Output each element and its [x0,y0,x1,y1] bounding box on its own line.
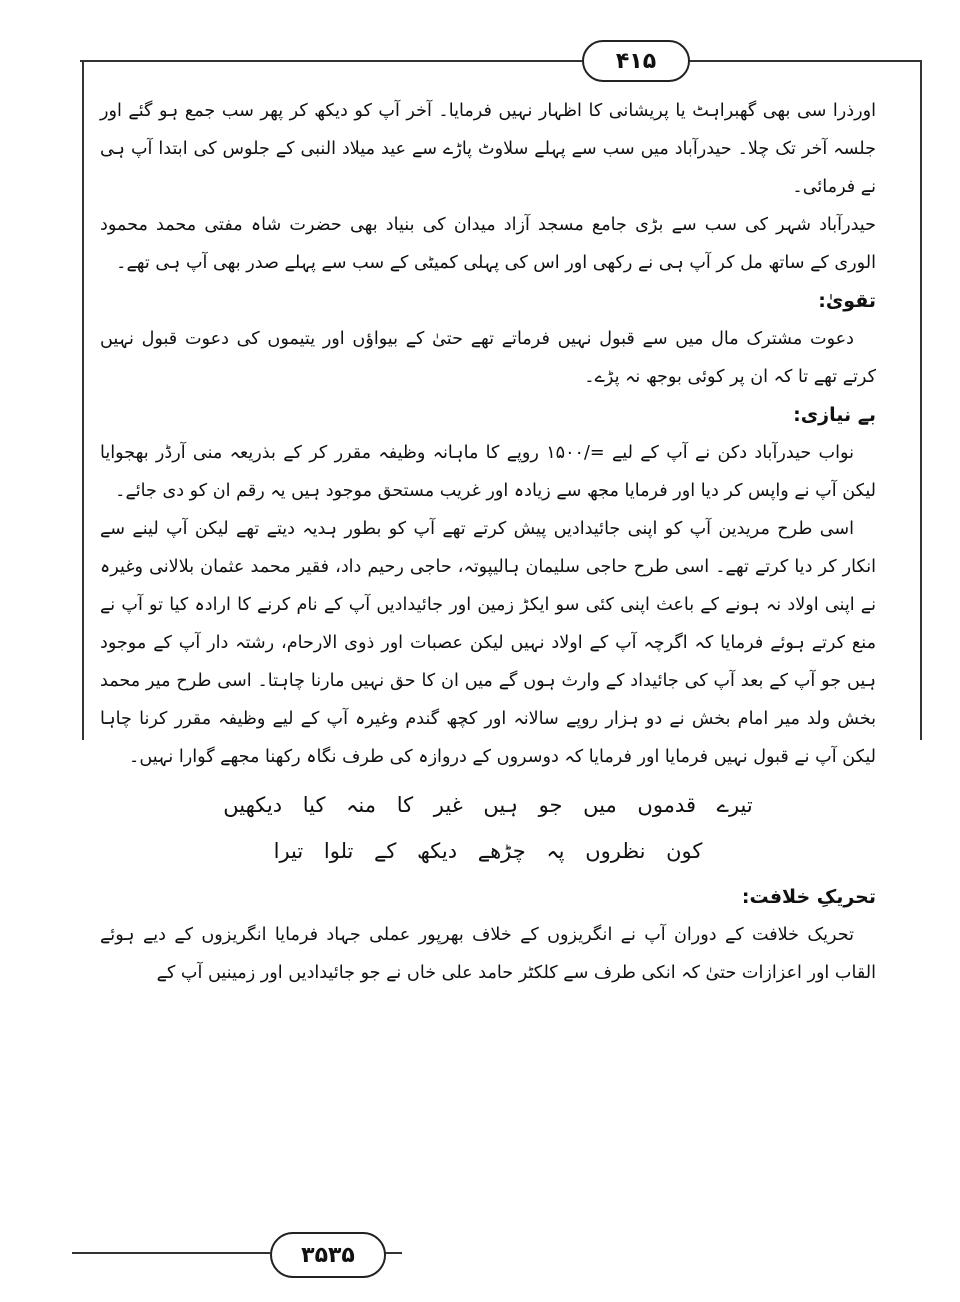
heading-khilafat: تحریکِ خلافت: [741,886,876,908]
left-border-line [82,60,84,740]
paragraph-jama-masjid: حیدرآباد شہر کی سب سے بڑی جامع مسجد آزاد میدان کی بنیاد بھی حضرت شاہ مفتی محمد محمود الوری کے ساتھ مل کر آپ ہی نے رکھی اور اس کی پہلی کمیٹی کے سب سے پہلے صدر بھی آپ ہی تھے۔ [100,215,876,273]
paragraph-taqwa: دعوت مشترک مال میں سے قبول نہیں فرماتے تھے حتیٰ کے بیواؤں اور یتیموں کی دعوت قبول نہیں کرتے تھے تا کہ ان پر کوئی بوجھ نہ پڑے۔ [100,329,876,387]
page-body [100,92,876,992]
heading-taqwa: تقویٰ: [818,290,876,312]
poetry-line-1: تیرے قدموں میں جو ہیں غیر کا منہ کیا دیکھیں [223,793,753,817]
bottom-rule [72,1252,270,1254]
heading-beniyazi: بے نیازی: [793,404,876,426]
top-rule [686,60,922,62]
paragraph-nawab: نواب حیدرآباد دکن نے آپ کے لیے =/۱۵۰۰ روپے کا ماہانہ وظیفہ مقرر کر کے بذریعہ منی آرڈر بھجوایا لیکن آپ نے واپس کر دیا اور فرمایا مجھ سے زیادہ اور غریب مستحق موجود ہیں یہ رقم ان کو دی جائے۔ [100,443,876,501]
top-rule [80,60,582,62]
poetry-line-2: کون نظروں پہ چڑھے دیکھ کے تلوا تیرا [273,839,703,863]
paragraph-khilafat: تحریک خلافت کے دوران آپ نے انگریزوں کے خلاف بھرپور عملی جہاد فرمایا انگریزوں کے دیے ہوئے القاب اور اعزازات حتیٰ کہ انکی طرف سے کلکٹر حامد علی خاں نے جو جائیدادیں اور زمینیں آپ کے [100,925,876,983]
poetry-couplet [100,782,876,874]
paragraph-muridin: اسی طرح مریدین آپ کو اپنی جائیدادیں پیش کرتے تھے آپ کو بطور ہدیہ دیتے تھے لیکن آپ لینے سے انکار کر دیا کرتے تھے۔ اسی طرح حاجی سلیمان ہالیپوتہ، حاجی رحیم داد، فقیر محمد عثمان بلالانی وغیرہ نے اپنی اولاد نہ ہونے کے باعث اپنی کئی سو ایکڑ زمین اور جائیدادیں آپ کے نام کرنے کا ارادہ کیا تو آپ نے منع کرتے ہوئے فرمایا کہ اگرچہ آپ کے اولاد نہیں لیکن عصبات اور ذوی الارحام، رشتہ دار آپ کے موجود ہیں جو آپ کے بعد آپ کی جائیداد کے وارث ہوں گے میں ان کا حق نہیں مارنا چاہتا۔ اسی طرح میر محمد بخش ولد میر امام بخش نے دو ہزار روپے سالانہ اور کچھ گندم وغیرہ آپ کے لیے وظیفہ مقرر کرنا چاہا لیکن آپ نے قبول نہیں فرمایا اور فرمایا کہ دوسروں کے دروازہ کی طرف نگاہ رکھنا مجھے گوارا نہیں۔ [100,519,876,767]
bottom-page-number: ۳۵۳۵ [270,1232,386,1278]
right-border-line [920,60,922,740]
paragraph-jalsa: اورذرا سی بھی گھبراہٹ یا پریشانی کا اظہار نہیں فرمایا۔ آخر آپ کو دیکھ کر پھر سب جمع ہو گئے اور جلسہ آخر تک چلا۔ حیدرآباد میں سب سے پہلے سلاوٹ پاڑے سے عید میلاد النبی کے جلوس کی ابتدا آپ ہی نے فرمائی۔ [100,101,876,197]
top-page-number: ۴۱۵ [582,40,690,82]
